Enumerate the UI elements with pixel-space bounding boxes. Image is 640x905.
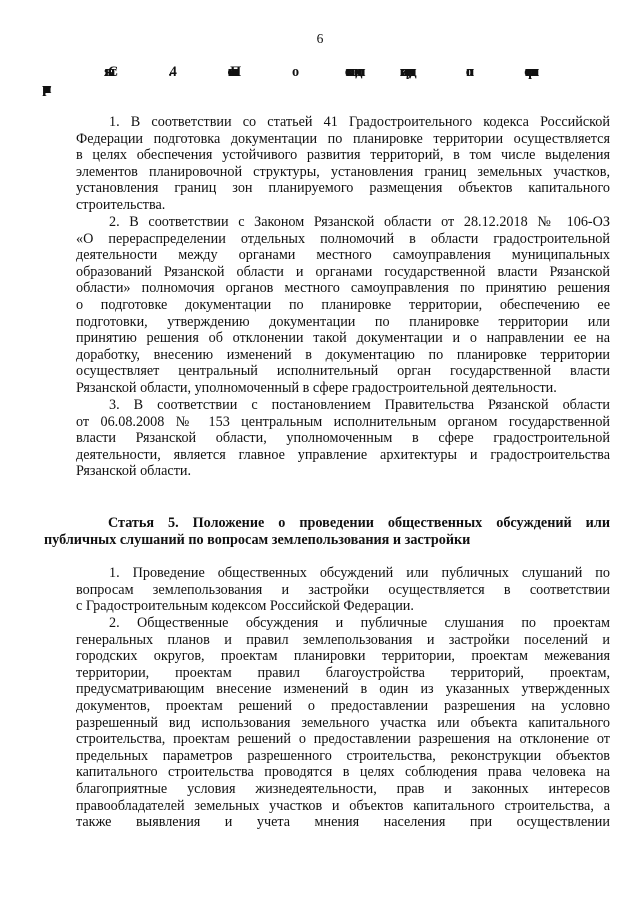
text-line: области» полномочия органов местного самоуправления по принятию решения (76, 280, 610, 297)
article-4-paragraph-3 (76, 397, 610, 480)
article-4-paragraph-1 (76, 114, 610, 214)
text-line: строительства, проектам решений о предоставлении разрешения на отклонение от (76, 731, 610, 748)
text-line: 2. Общественные обсуждения и публичные слушания по проектам (109, 615, 610, 631)
text-line: 2. В соответствии с Законом Рязанской области от 28.12.2018 № 106-ОЗ (109, 214, 610, 230)
text-line: городских округов, проектам планировки территории, проектам межевания (76, 648, 610, 665)
text-line: разрешенный вид использования земельного участка или объекта капитального (76, 714, 610, 731)
heading-line: Статья 5. Положение о проведении общественных обсуждений или (108, 515, 610, 531)
text-line: Рязанской области. (76, 463, 192, 480)
text-line: генеральных планов и правил землепользования и застройки поселений и (76, 631, 610, 648)
text-line: 1. В соответствии со статьей 41 Градостроительного кодекса Российской (109, 114, 610, 130)
heading-line: публичных слушаний по вопросам землепользования и застройки (44, 531, 471, 548)
page-number: 6 (316, 31, 324, 46)
text-line: принятию решения об отклонении такой документации и о направлении ее на (76, 330, 610, 347)
text-line: документов, проектам решений о предоставлении разрешения на условно (76, 697, 610, 714)
text-line: деятельности, является главное управление архитектуры и градостроительства (76, 446, 610, 463)
text-line: «О перераспределении отдельных полномочий в области градостроительной (76, 230, 610, 247)
text-line: доработку, внесению изменений в документацию по планировке территории (76, 346, 610, 363)
article-4-heading (76, 64, 610, 97)
text-line: образований Рязанской области и органами государственной власти Рязанской (76, 263, 610, 280)
text-line: правообладателей земельных участков и объектов капитального строительства, а (76, 797, 610, 814)
article-5-paragraph-1 (76, 565, 610, 615)
text-line: в целях обеспечения устойчивого развития территорий, в том числе выделения (76, 147, 610, 164)
text-line: капитального строительства проводятся в целях соблюдения права человека на (76, 764, 610, 781)
article-5-paragraph-2 (76, 615, 610, 831)
article-5-heading (44, 515, 610, 548)
text-line: территории, проектам правил благоустройства территорий, проектам, (76, 664, 610, 681)
text-line: благоприятные условия жизнедеятельности, прав и законных интересов (76, 780, 610, 797)
text-line: деятельности между органами местного самоуправления муниципальных (76, 247, 610, 264)
text-line: вопросам землепользования и застройки осуществляется в соответствии (76, 581, 610, 598)
text-line: предельных параметров разрешенного строительства, реконструкции объектов (76, 747, 610, 764)
text-line: Рязанской области, уполномоченный в сфере градостроительной деятельности. (76, 379, 557, 396)
text-line: предусматривающим внесение изменений в один из указанных утвержденных (76, 681, 610, 698)
text-line: с Градостроительным кодексом Российской Федерации. (76, 598, 414, 615)
text-line: установления границ зон планируемого размещения объектов капитального (76, 180, 610, 197)
text-line: от 06.08.2008 № 153 центральным исполнительным органом государственной (76, 413, 610, 430)
text-line: Федерации подготовка документации по планировке территории осуществляется (76, 130, 610, 147)
text-line: строительства. (76, 196, 166, 213)
text-line: элементов планировочной структуры, установления границ земельных участков, (76, 163, 610, 180)
text-line: 1. Проведение общественных обсуждений или публичных слушаний по (109, 565, 610, 581)
text-line: власти Рязанской области, уполномоченным в сфере градостроительной (76, 430, 610, 447)
heading-line (76, 81, 610, 98)
heading-line: Статья 4. Положение о подготовке документации по планировке (108, 64, 522, 80)
text-line: также выявления и учета мнения населения при осуществлении (76, 814, 610, 831)
article-4-paragraph-2 (76, 214, 610, 397)
text-line: осуществляет центральный исполнительный орган государственной власти (76, 363, 610, 380)
text-line: 3. В соответствии с постановлением Правительства Рязанской области (109, 397, 610, 413)
text-line: о подготовке документации по планировке территории, обеспечению ее (76, 296, 610, 313)
text-line: подготовки, утверждению документации по планировке территории или (76, 313, 610, 330)
